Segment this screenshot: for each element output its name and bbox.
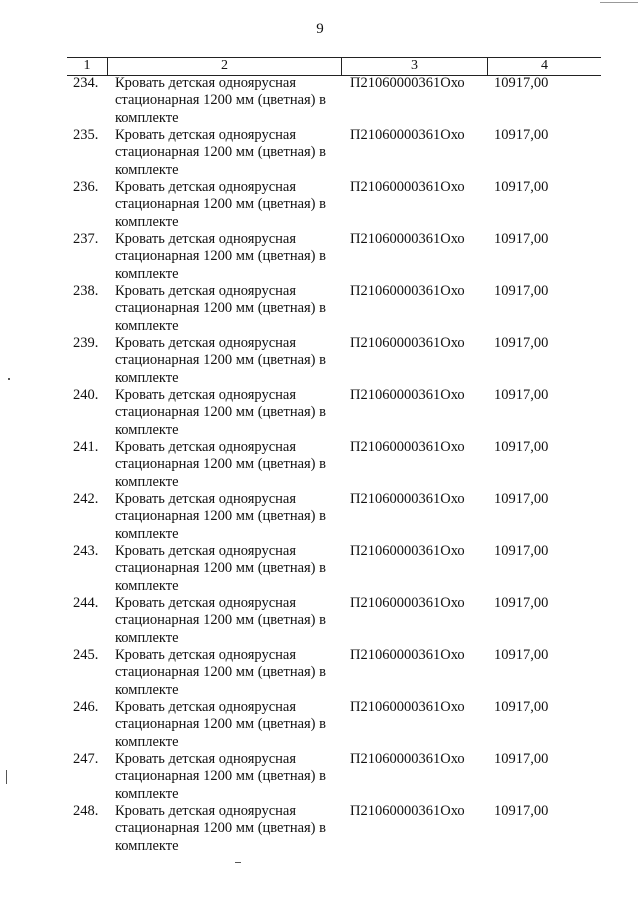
row-number: 244. [73,595,99,611]
scan-speck [6,770,7,784]
table-row [67,699,601,751]
table-row [67,751,601,803]
table-row [67,491,601,543]
item-price: 10917,00 [494,803,549,819]
table-row [67,439,601,491]
item-name: Кровать детская одноярусная стационарная 1200 мм (цветная) в комплекте [115,231,326,282]
row-number: 236. [73,179,99,195]
scan-speck [235,862,241,863]
table-row [67,179,601,231]
item-code: П21060000361Охо [350,595,465,611]
row-number: 237. [73,231,99,247]
table-row [67,231,601,283]
row-number: 239. [73,335,99,351]
row-number: 242. [73,491,99,507]
item-price: 10917,00 [494,127,549,143]
item-price: 10917,00 [494,335,549,351]
item-name: Кровать детская одноярусная стационарная 1200 мм (цветная) в комплекте [115,335,326,386]
column-header-price: 4 [487,58,601,75]
column-header-name: 2 [107,58,341,75]
item-name: Кровать детская одноярусная стационарная 1200 мм (цветная) в комплекте [115,75,326,126]
item-price: 10917,00 [494,491,549,507]
item-code: П21060000361Охо [350,647,465,663]
item-code: П21060000361Охо [350,751,465,767]
item-name: Кровать детская одноярусная стационарная 1200 мм (цветная) в комплекте [115,595,326,646]
table-body [67,75,601,855]
item-name: Кровать детская одноярусная стационарная 1200 мм (цветная) в комплекте [115,751,326,802]
item-price: 10917,00 [494,75,549,91]
item-price: 10917,00 [494,647,549,663]
table-row [67,595,601,647]
table-row [67,647,601,699]
item-name: Кровать детская одноярусная стационарная 1200 мм (цветная) в комплекте [115,387,326,438]
row-number: 248. [73,803,99,819]
table-row [67,387,601,439]
table-row [67,283,601,335]
table-row [67,803,601,855]
item-price: 10917,00 [494,543,549,559]
table-row [67,75,601,127]
item-name: Кровать детская одноярусная стационарная 1200 мм (цветная) в комплекте [115,127,326,178]
item-code: П21060000361Охо [350,231,465,247]
item-code: П21060000361Охо [350,491,465,507]
item-code: П21060000361Охо [350,335,465,351]
item-code: П21060000361Охо [350,699,465,715]
row-number: 246. [73,699,99,715]
item-name: Кровать детская одноярусная стационарная 1200 мм (цветная) в комплекте [115,283,326,334]
page-number: 9 [316,21,324,37]
scan-speck [600,2,638,3]
item-name: Кровать детская одноярусная стационарная 1200 мм (цветная) в комплекте [115,543,326,594]
item-code: П21060000361Охо [350,283,465,299]
item-name: Кровать детская одноярусная стационарная 1200 мм (цветная) в комплекте [115,699,326,750]
item-name: Кровать детская одноярусная стационарная 1200 мм (цветная) в комплекте [115,439,326,490]
item-code: П21060000361Охо [350,127,465,143]
column-header-code: 3 [341,58,487,75]
item-code: П21060000361Охо [350,75,465,91]
row-number: 241. [73,439,99,455]
item-price: 10917,00 [494,439,549,455]
row-number: 247. [73,751,99,767]
item-name: Кровать детская одноярусная стационарная 1200 мм (цветная) в комплекте [115,179,326,230]
table-row [67,543,601,595]
item-price: 10917,00 [494,231,549,247]
item-code: П21060000361Охо [350,543,465,559]
item-price: 10917,00 [494,283,549,299]
item-code: П21060000361Охо [350,439,465,455]
item-name: Кровать детская одноярусная стационарная 1200 мм (цветная) в комплекте [115,491,326,542]
row-number: 240. [73,387,99,403]
item-code: П21060000361Охо [350,387,465,403]
column-header-number: 1 [83,58,91,73]
item-price: 10917,00 [494,751,549,767]
table-header [67,57,601,76]
item-name: Кровать детская одноярусная стационарная 1200 мм (цветная) в комплекте [115,647,326,698]
row-number: 235. [73,127,99,143]
item-price: 10917,00 [494,387,549,403]
item-code: П21060000361Охо [350,803,465,819]
row-number: 238. [73,283,99,299]
scan-speck [8,378,10,380]
item-price: 10917,00 [494,699,549,715]
item-price: 10917,00 [494,179,549,195]
row-number: 245. [73,647,99,663]
row-number: 243. [73,543,99,559]
item-price: 10917,00 [494,595,549,611]
item-code: П21060000361Охо [350,179,465,195]
row-number: 234. [73,75,99,91]
items-table [67,57,601,855]
item-name: Кровать детская одноярусная стационарная 1200 мм (цветная) в комплекте [115,803,326,854]
table-row [67,127,601,179]
table-row [67,335,601,387]
